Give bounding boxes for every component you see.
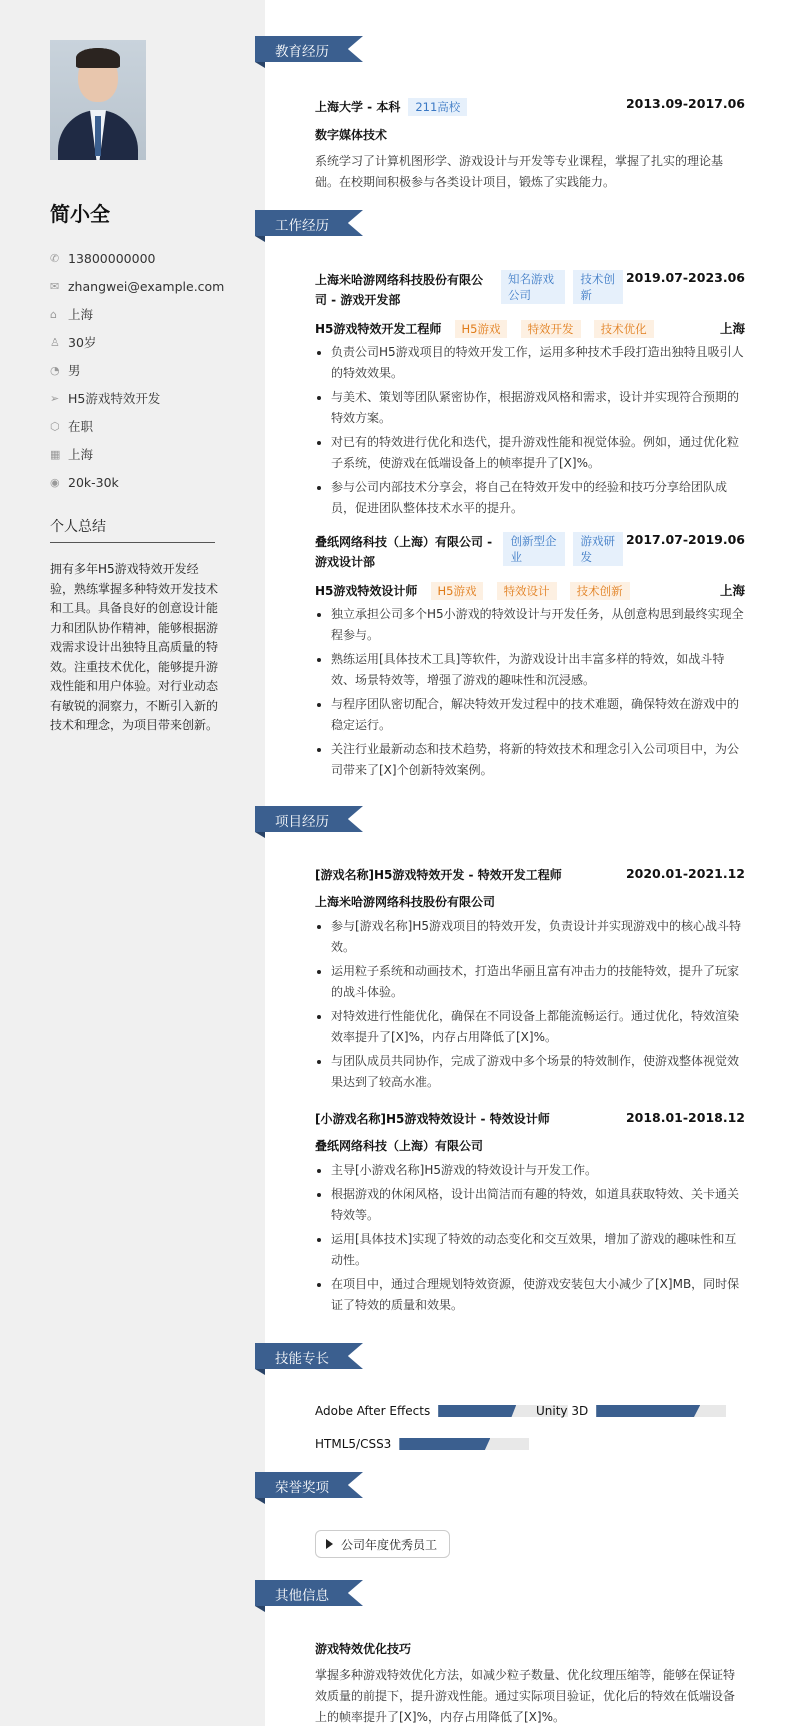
company-name: 叠纸网络科技（上海）有限公司 - 游戏设计部 <box>315 535 493 569</box>
education-desc: 系统学习了计算机图形学、游戏设计与开发等专业课程，掌握了扎实的理论基础。在校期间积极参与各类设计项目，锻炼了实践能力。 <box>315 154 724 189</box>
work-city: 上海 <box>719 583 745 598</box>
section-header-project: 项目经历 <box>255 806 365 834</box>
mail-icon: ✉ <box>50 279 60 293</box>
list-item: 根据游戏的休闲风格，设计出简洁而有趣的特效，如道具获取特效、关卡通关特效等。 <box>315 1184 745 1226</box>
section-header-work: 工作经历 <box>255 210 365 238</box>
list-item: 运用粒子系统和动画技术，打造出华丽且富有冲击力的技能特效，提升了玩家的战斗体验。 <box>315 961 745 1003</box>
contact-info-list <box>50 244 224 496</box>
company-tag: 知名游戏公司 <box>501 270 565 304</box>
list-item: 与美术、策划等团队紧密协作，根据游戏风格和需求，设计并实现符合预期的特效方案。 <box>315 387 745 429</box>
project-company: 叠纸网络科技（上海）有限公司 <box>315 1139 484 1153</box>
info-age: ♙ 30岁 <box>50 335 97 350</box>
skill-level-fill <box>399 1438 490 1450</box>
work-entry-1 <box>315 270 745 522</box>
other-title: 游戏特效优化技巧 <box>315 1642 412 1656</box>
play-icon <box>326 1539 333 1549</box>
skill-tag: H5游戏 <box>431 582 484 600</box>
list-item: 对已有的特效进行优化和迭代，提升游戏性能和视觉体验。例如，通过优化粒子系统，使游戏在低端设备上的帧率提升了[X]%。 <box>315 432 745 474</box>
info-hometown: ⌂ 上海 <box>50 307 94 322</box>
skill-level-fill <box>596 1405 700 1417</box>
candidate-name: 简小全 <box>50 202 110 226</box>
list-item: 与团队成员共同协作，完成了游戏中多个场景的特效制作，使游戏整体视觉效果达到了较高水准。 <box>315 1051 745 1093</box>
skill-name: Adobe After Effects <box>315 1404 431 1418</box>
list-item: 参与公司内部技术分享会，将自己在特效开发中的经验和技巧分享给团队成员，促进团队整体技术水平的提升。 <box>315 477 745 519</box>
skill-tag: 特效设计 <box>497 582 557 600</box>
skill-level-fill <box>438 1405 516 1417</box>
skill-item <box>536 1404 726 1418</box>
list-item: 主导[小游戏名称]H5游戏的特效设计与开发工作。 <box>315 1160 745 1181</box>
info-email: ✉ zhangwei@example.com <box>50 278 225 294</box>
summary-divider <box>50 542 215 543</box>
list-item: 参与[游戏名称]H5游戏项目的特效开发，负责设计并实现游戏中的核心战斗特效。 <box>315 916 745 958</box>
skill-tag: 技术优化 <box>594 320 654 338</box>
work-bullets <box>315 604 745 781</box>
summary-title: 个人总结 <box>50 519 106 535</box>
project-date: 2018.01-2018.12 <box>625 1110 745 1125</box>
gender-icon: ◔ <box>50 363 60 377</box>
company-tag: 技术创新 <box>573 270 623 304</box>
project-bullets <box>315 1160 745 1316</box>
info-target-position: ➢ H5游戏特效开发 <box>50 391 161 406</box>
section-header-education: 教育经历 <box>255 36 365 64</box>
phone-icon: ✆ <box>50 251 60 265</box>
work-date: 2019.07-2023.06 <box>625 270 745 285</box>
home-icon: ⌂ <box>50 307 57 321</box>
project-company: 上海米哈游网络科技股份有限公司 <box>315 895 496 909</box>
award-badge <box>315 1530 450 1558</box>
skill-level-bar <box>596 1405 726 1417</box>
work-entry-2 <box>315 532 745 784</box>
company-tag: 创新型企业 <box>503 532 565 566</box>
major: 数字媒体技术 <box>315 128 388 142</box>
skill-level-bar <box>399 1438 529 1450</box>
sidebar <box>0 0 265 1726</box>
section-header-skills: 技能专长 <box>255 1343 365 1371</box>
list-item: 在项目中，通过合理规划特效资源，使游戏安装包大小减少了[X]MB，同时保证了特效的质量和效果。 <box>315 1274 745 1316</box>
list-item: 对特效进行性能优化，确保在不同设备上都能流畅运行。通过优化，特效渲染效率提升了[X]%，内存占用降低了[X]%。 <box>315 1006 745 1048</box>
skill-name: Unity 3D <box>536 1404 589 1418</box>
skill-item <box>315 1437 529 1451</box>
city-icon: ▦ <box>50 447 61 461</box>
avatar-photo <box>50 40 146 160</box>
info-phone: ✆ 13800000000 <box>50 250 156 266</box>
award-text: 公司年度优秀员工 <box>341 1537 438 1552</box>
skill-item <box>315 1404 568 1418</box>
company-name: 上海米哈游网络科技股份有限公司 - 游戏开发部 <box>315 273 484 307</box>
position-title: H5游戏特效开发工程师 <box>315 322 442 336</box>
skill-tag: 技术创新 <box>570 582 630 600</box>
other-entry <box>315 1640 745 1726</box>
project-title: [游戏名称]H5游戏特效开发 - 特效开发工程师 <box>315 868 562 882</box>
company-tag: 游戏研发 <box>573 532 623 566</box>
section-header-other: 其他信息 <box>255 1580 365 1608</box>
age-icon: ♙ <box>50 335 60 349</box>
school-tag: 211高校 <box>408 98 467 116</box>
skill-tag: 特效开发 <box>521 320 581 338</box>
position-title: H5游戏特效设计师 <box>315 584 418 598</box>
info-status: ⬡ 在职 <box>50 419 94 434</box>
education-date: 2013.09-2017.06 <box>625 96 745 111</box>
info-gender: ◔ 男 <box>50 363 81 378</box>
other-desc: 掌握多种游戏特效优化方法，如减少粒子数量、优化纹理压缩等，能够在保证特效质量的前提下，提升游戏性能。通过实际项目验证，优化后的特效在低端设备上的帧率提升了[X]%，内存占用降低了[X]%。 <box>315 1668 736 1724</box>
list-item: 负责公司H5游戏项目的特效开发工作，运用多种技术手段打造出独特且吸引人的特效效果。 <box>315 342 745 384</box>
list-item: 与程序团队密切配合，解决特效开发过程中的技术难题，确保特效在游戏中的稳定运行。 <box>315 694 745 736</box>
project-entry-1 <box>315 866 745 1096</box>
target-position-icon: ➢ <box>50 391 60 405</box>
skill-tag: H5游戏 <box>455 320 508 338</box>
school-name: 上海大学 - 本科 <box>315 100 401 114</box>
skill-name: HTML5/CSS3 <box>315 1437 392 1451</box>
project-title: [小游戏名称]H5游戏特效设计 - 特效设计师 <box>315 1112 550 1126</box>
info-salary: ◉ 20k-30k <box>50 474 119 490</box>
work-bullets <box>315 342 745 519</box>
salary-icon: ◉ <box>50 475 60 489</box>
summary-text: 拥有多年H5游戏特效开发经验，熟练掌握多种特效开发技术和工具。具备良好的创意设计能力和团队协作精神，能够根据游戏需求设计出独特且高质量的特效。注重技术优化，能够提升游戏性能和用户体验。对行业动态有敏锐的洞察力，不断引入新的技术和理念，为项目带来创新。 <box>50 562 219 732</box>
status-icon: ⬡ <box>50 419 60 433</box>
list-item: 关注行业最新动态和技术趋势，将新的特效技术和理念引入公司项目中，为公司带来了[X]个创新特效案例。 <box>315 739 745 781</box>
list-item: 熟练运用[具体技术工具]等软件，为游戏设计出丰富多样的特效，如战斗特效、场景特效等，增强了游戏的趣味性和沉浸感。 <box>315 649 745 691</box>
project-date: 2020.01-2021.12 <box>625 866 745 881</box>
list-item: 独立承担公司多个H5小游戏的特效设计与开发任务，从创意构思到最终实现全程参与。 <box>315 604 745 646</box>
section-header-awards: 荣誉奖项 <box>255 1472 365 1500</box>
work-date: 2017.07-2019.06 <box>625 532 745 547</box>
education-entry <box>315 96 745 193</box>
work-city: 上海 <box>719 321 745 336</box>
project-entry-2 <box>315 1110 745 1319</box>
list-item: 运用[具体技术]实现了特效的动态变化和交互效果，增加了游戏的趣味性和互动性。 <box>315 1229 745 1271</box>
info-city: ▦ 上海 <box>50 447 94 462</box>
project-bullets <box>315 916 745 1093</box>
